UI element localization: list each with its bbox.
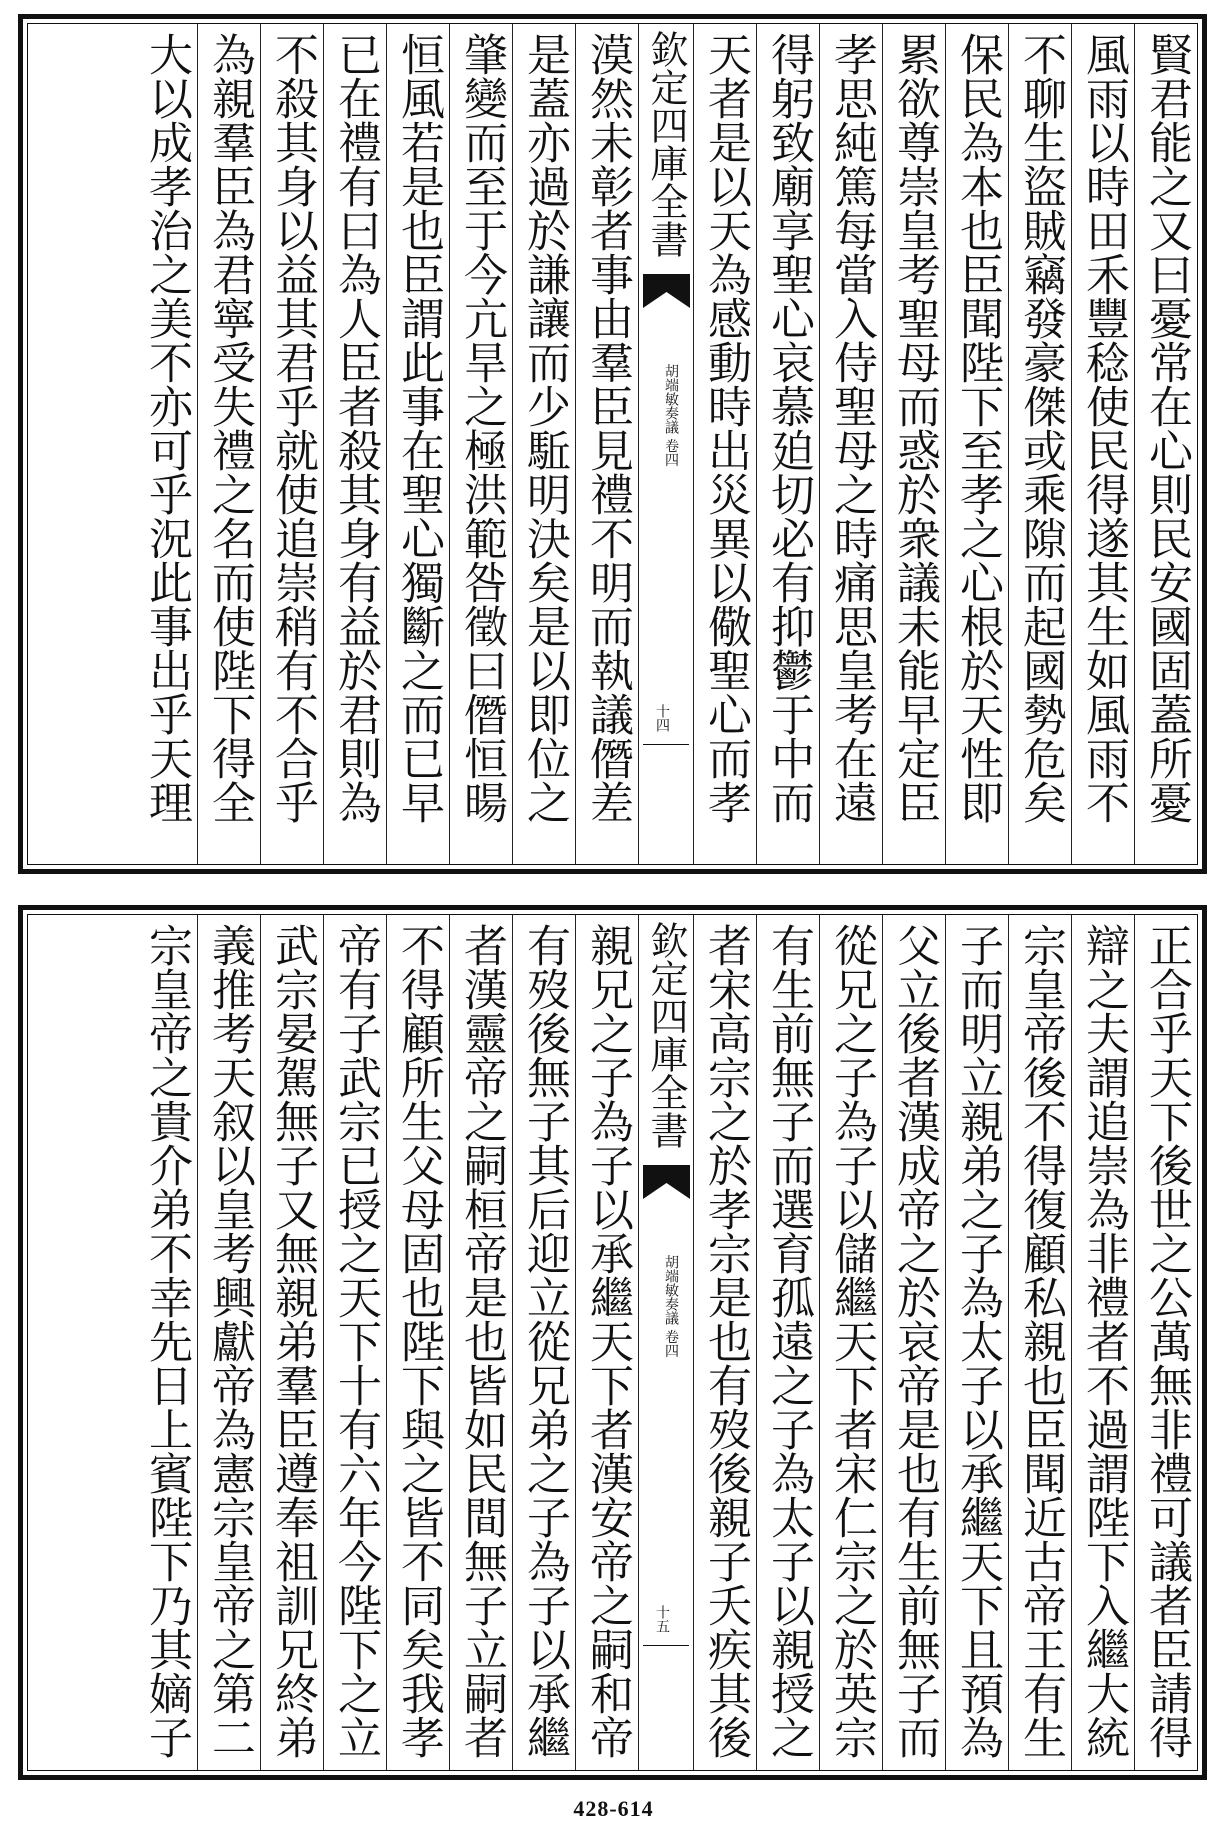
page-number: 十四: [654, 704, 670, 732]
text-column: 父立後者漢成帝之於哀帝是也有生前無子而: [882, 915, 945, 1770]
text-column: 恒風若是也臣謂此事在聖心獨斷之而已早: [386, 24, 449, 864]
text-column: 帝有子武宗已授之天下十有六年今陛下之立: [323, 915, 386, 1770]
text-column: 肇變而至于今亢旱之極洪範咎徵曰僭恒暘: [449, 24, 512, 864]
lower-text-columns: [28, 915, 1197, 1770]
center-fold-column: [638, 24, 693, 864]
lower-page: [18, 905, 1207, 1780]
book-title: 欽定四庫全書: [644, 921, 688, 1149]
text-column: 不聊生盜賊竊發豪傑或乘隙而起國勢危矣: [1008, 24, 1071, 864]
text-column: 漠然未彰者事由羣臣見禮不明而執議僭差: [575, 24, 638, 864]
fishtail-mark-icon: [643, 1165, 690, 1199]
volume-label: 胡端敏奏議 卷四: [663, 364, 679, 467]
text-column: 已在禮有曰為人臣者殺其身有益於君則為: [323, 24, 386, 864]
text-column: 為親羣臣為君寧受失禮之名而使陛下得全: [197, 24, 260, 864]
text-column: 親兄之子為子以承繼天下者漢安帝之嗣和帝: [575, 915, 638, 1770]
text-column: 得躬致廟享聖心哀慕廹切必有抑鬱于中而: [756, 24, 819, 864]
volume-label: 胡端敏奏議 卷四: [663, 1255, 679, 1358]
page-reference-number: 428-614: [573, 1796, 654, 1821]
text-column: 宗皇帝之貴介弟不幸先日上賓陛下乃其嫡子: [141, 923, 192, 1759]
lower-page-frame: [27, 914, 1198, 1771]
text-column: 有生前無子而選育孤遠之子為太子以親授之: [756, 915, 819, 1770]
fishtail-mark-icon: [643, 274, 690, 308]
text-column: 大以成孝治之美不亦可乎況此事出乎天理: [141, 32, 192, 824]
text-column: 武宗晏駕無子又無親弟羣臣遵奉祖訓兄終弟: [260, 915, 323, 1770]
book-title: 欽定四庫全書: [644, 30, 688, 258]
text-column: 者宋高宗之於孝宗是也有歿後親子夭疾其後: [693, 915, 756, 1770]
text-column: 不殺其身以益其君乎就使追崇稍有不合乎: [260, 24, 323, 864]
text-column: 宗皇帝後不得復顧私親也臣聞近古帝王有生: [1008, 915, 1071, 1770]
text-column: 保民為本也臣聞陛下至孝之心根於天性即: [945, 24, 1008, 864]
text-column: 賢君能之又曰憂常在心則民安國固蓋所憂: [1134, 24, 1197, 864]
text-column: 天者是以天為感動時出災異以儆聖心而孝: [693, 24, 756, 864]
text-column: 累欲尊崇皇考聖母而惑於衆議未能早定臣: [882, 24, 945, 864]
upper-text-columns: [28, 24, 1197, 864]
text-column: 子而明立親弟之子為太子以承繼天下且預為: [945, 915, 1008, 1770]
center-rule: [643, 1645, 689, 1646]
text-column: 是蓋亦過於謙讓而少駈明決矣是以即位之: [512, 24, 575, 864]
upper-page: [18, 14, 1207, 874]
center-fold-column: [638, 915, 693, 1770]
upper-page-frame: [27, 23, 1198, 865]
text-column: 正合乎天下後世之公萬無非禮可議者臣請得: [1134, 915, 1197, 1770]
page-number: 十五: [654, 1605, 670, 1633]
center-rule: [643, 744, 689, 745]
text-column: 孝思純篤每當入侍聖母之時痛思皇考在遠: [819, 24, 882, 864]
text-column: 不得顧所生父母固也陛下與之皆不同矣我孝: [386, 915, 449, 1770]
text-column: 義推考天叙以皇考興獻帝為憲宗皇帝之第二: [197, 915, 260, 1770]
text-column: 風雨以時田禾豐稔使民得遂其生如風雨不: [1071, 24, 1134, 864]
text-column: 有歿後無子其后迎立從兄弟之子為子以承繼: [512, 915, 575, 1770]
text-column: 從兄之子為子以儲繼天下者宋仁宗之於英宗: [819, 915, 882, 1770]
text-column: 者漢靈帝之嗣桓帝是也皆如民間無子立嗣者: [449, 915, 512, 1770]
text-column: 辯之夫謂追崇為非禮者不過謂陛下入繼大統: [1071, 915, 1134, 1770]
